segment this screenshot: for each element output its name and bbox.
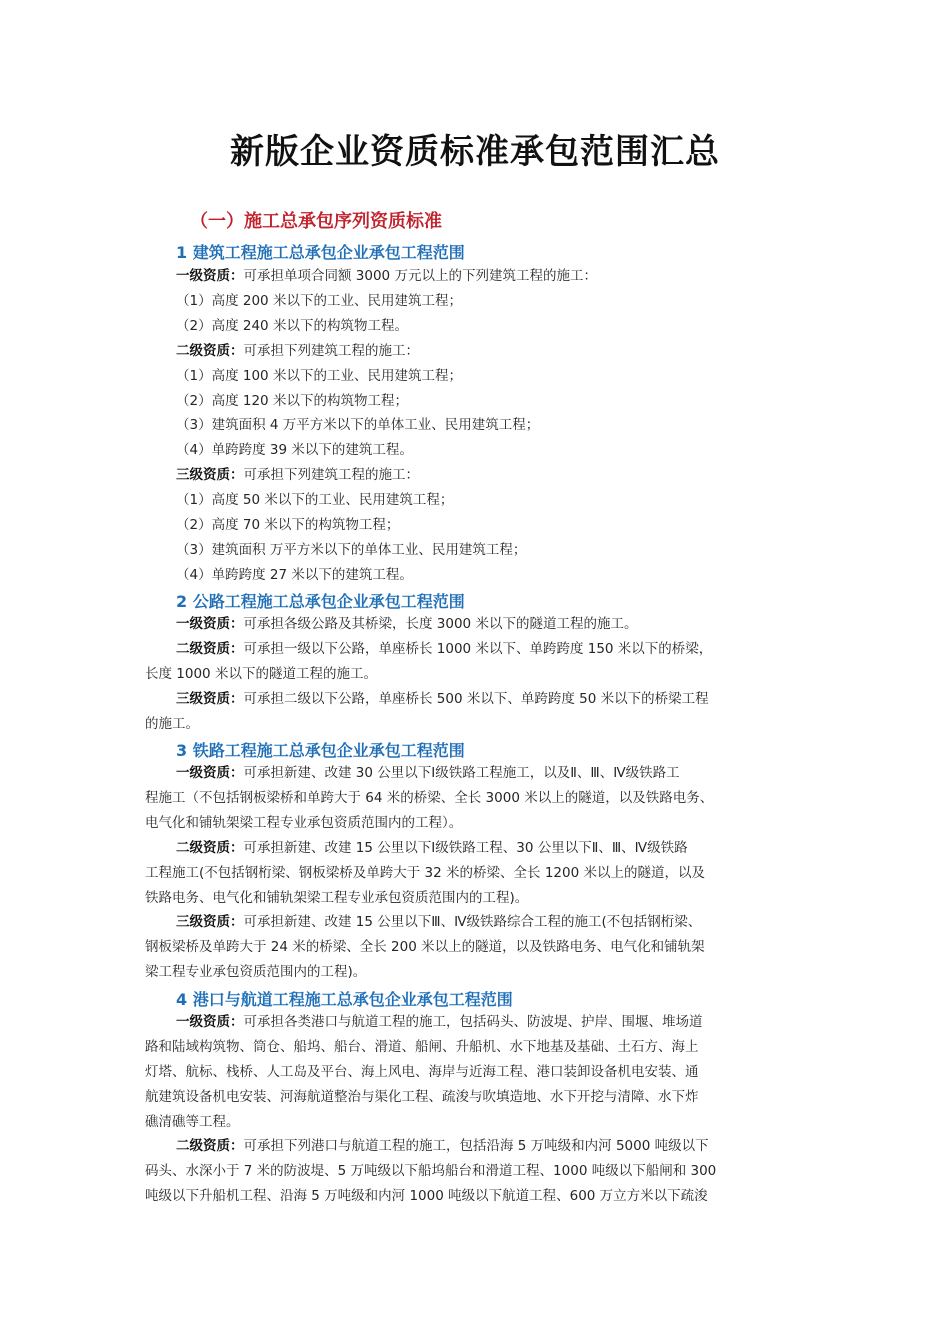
qualification-line xyxy=(176,764,680,782)
grade-text: 可承担各类港口与航道工程的施工，包括码头、防波堤、护岸、围堰、堆场道 xyxy=(243,1014,703,1030)
page-title: 新版企业资质标准承包范围汇总 xyxy=(230,132,720,172)
grade-label: 二级资质： xyxy=(176,641,244,657)
continuation-line: 吨级以下升船机工程、沿海 5 万吨级和内河 1000 吨级以下航道工程、600 万立方米以下疏浚 xyxy=(145,1188,708,1204)
grade-text: 可承担下列港口与航道工程的施工，包括沿海 5 万吨级和内河 5000 吨级以下 xyxy=(243,1138,709,1154)
qualification-line xyxy=(176,615,637,633)
grade-text: 可承担新建、改建 15 公里以下Ⅲ、Ⅳ级铁路综合工程的施工(不包括钢桁梁、 xyxy=(243,914,702,930)
grade-text: 可承担各级公路及其桥梁，长度 3000 米以下的隧道工程的施工。 xyxy=(243,616,638,632)
list-item: （4）单跨跨度 39 米以下的建筑工程。 xyxy=(176,442,413,458)
qualification-line xyxy=(176,267,597,285)
list-item: （2）高度 240 米以下的构筑物工程。 xyxy=(176,318,408,334)
grade-text: 可承担单项合同额 3000 万元以上的下列建筑工程的施工： xyxy=(243,268,597,284)
continuation-line: 电气化和铺轨架梁工程专业承包资质范围内的工程）。 xyxy=(145,815,463,831)
qualification-line xyxy=(176,839,688,857)
list-item: （2）高度 70 米以下的构筑物工程； xyxy=(176,517,400,533)
continuation-line: 长度 1000 米以下的隧道工程的施工。 xyxy=(145,666,377,682)
qualification-line xyxy=(176,1137,709,1155)
continuation-line: 的施工。 xyxy=(145,716,199,732)
qualification-line xyxy=(176,640,712,658)
list-item: （3）建筑面积 万平方米以下的单体工业、民用建筑工程； xyxy=(176,542,527,558)
continuation-line: 路和陆域构筑物、筒仓、船坞、船台、滑道、船闸、升船机、水下地基及基础、土石方、海上 xyxy=(145,1039,699,1055)
continuation-line: 钢板梁桥及单跨大于 24 米的桥梁、全长 200 米以上的隧道，以及铁路电务、电气化和铺轨架 xyxy=(145,939,705,955)
continuation-line: 程施工（不包括钢板梁桥和单跨大于 64 米的桥梁、全长 3000 米以上的隧道，以及铁路电务、 xyxy=(145,790,714,806)
subsection-heading-1: 1 建筑工程施工总承包企业承包工程范围 xyxy=(176,243,465,262)
grade-label: 三级资质： xyxy=(176,914,244,930)
qualification-line xyxy=(176,342,419,360)
grade-label: 三级资质： xyxy=(176,691,244,707)
continuation-line: 灯塔、航标、栈桥、人工岛及平台、海上风电、海岸与近海工程、港口装卸设备机电安装、通 xyxy=(145,1064,699,1080)
grade-label: 一级资质： xyxy=(176,268,244,284)
qualification-line xyxy=(176,1013,703,1031)
list-item: （1）高度 100 米以下的工业、民用建筑工程； xyxy=(176,368,462,384)
subsection-heading-3: 3 铁路工程施工总承包企业承包工程范围 xyxy=(176,741,465,760)
grade-label: 一级资质： xyxy=(176,616,244,632)
grade-label: 二级资质： xyxy=(176,343,244,359)
continuation-line: 码头、水深小于 7 米的防波堤、5 万吨级以下船坞船台和滑道工程、1000 吨级以下船闸和 300 xyxy=(145,1163,717,1179)
grade-text: 可承担下列建筑工程的施工： xyxy=(243,467,419,483)
grade-text: 可承担下列建筑工程的施工： xyxy=(243,343,419,359)
grade-label: 三级资质： xyxy=(176,467,244,483)
list-item: （1）高度 200 米以下的工业、民用建筑工程； xyxy=(176,293,462,309)
grade-text: 可承担新建、改建 30 公里以下Ⅰ级铁路工程施工，以及Ⅱ、Ⅲ、Ⅳ级铁路工 xyxy=(243,765,680,781)
list-item: （2）高度 120 米以下的构筑物工程； xyxy=(176,393,408,409)
qualification-line xyxy=(176,913,701,931)
list-item: （4）单跨跨度 27 米以下的建筑工程。 xyxy=(176,567,413,583)
grade-text: 可承担一级以下公路，单座桥长 1000 米以下、单跨跨度 150 米以下的桥梁， xyxy=(243,641,713,657)
section-heading: （一）施工总承包序列资质标准 xyxy=(190,211,442,232)
qualification-line xyxy=(176,466,419,484)
grade-text: 可承担新建、改建 15 公里以下Ⅰ级铁路工程、30 公里以下Ⅱ、Ⅲ、Ⅳ级铁路 xyxy=(243,840,688,856)
grade-label: 一级资质： xyxy=(176,1014,244,1030)
qualification-line xyxy=(176,690,709,708)
grade-label: 一级资质： xyxy=(176,765,244,781)
continuation-line: 铁路电务、电气化和铺轨架梁工程专业承包资质范围内的工程)。 xyxy=(145,890,529,906)
continuation-line: 礁清礁等工程。 xyxy=(145,1114,240,1130)
subsection-heading-2: 2 公路工程施工总承包企业承包工程范围 xyxy=(176,592,465,611)
continuation-line: 工程施工(不包括钢桁梁、钢板梁桥及单跨大于 32 米的桥梁、全长 1200 米以上的隧道，以及 xyxy=(145,865,705,881)
grade-label: 二级资质： xyxy=(176,840,244,856)
subsection-heading-4: 4 港口与航道工程施工总承包企业承包工程范围 xyxy=(176,990,513,1009)
continuation-line: 航建筑设备机电安装、河海航道整治与渠化工程、疏浚与吹填造地、水下开挖与清障、水下炸 xyxy=(145,1089,699,1105)
continuation-line: 梁工程专业承包资质范围内的工程)。 xyxy=(145,964,367,980)
list-item: （1）高度 50 米以下的工业、民用建筑工程； xyxy=(176,492,454,508)
list-item: （3）建筑面积 4 万平方米以下的单体工业、民用建筑工程； xyxy=(176,417,540,433)
grade-label: 二级资质： xyxy=(176,1138,244,1154)
grade-text: 可承担二级以下公路，单座桥长 500 米以下、单跨跨度 50 米以下的桥梁工程 xyxy=(243,691,709,707)
